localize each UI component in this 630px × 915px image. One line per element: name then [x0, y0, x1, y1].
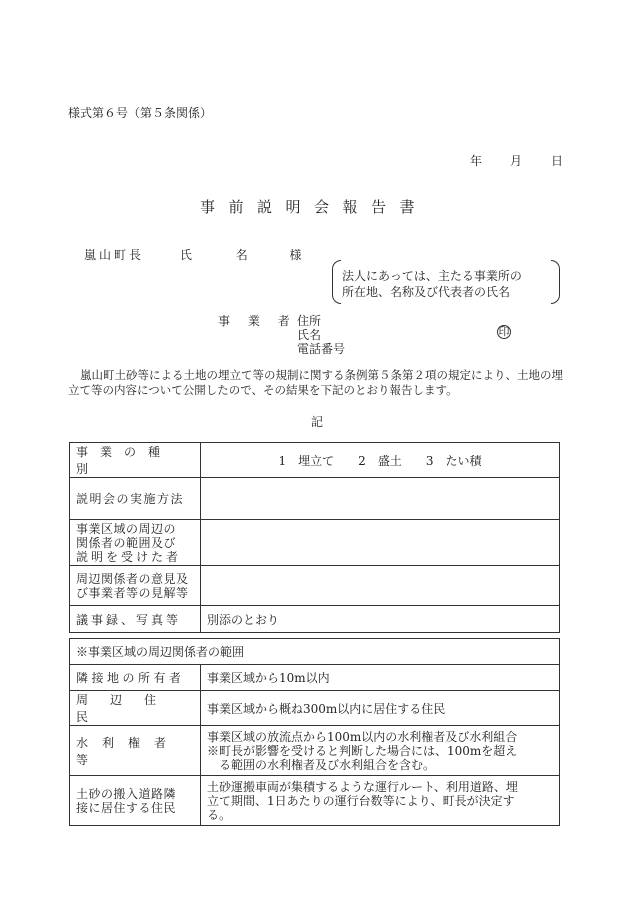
opinion-label-line: び事業者等の見解等 [76, 585, 189, 600]
ki-heading: 記 [311, 415, 324, 429]
bracket-right [551, 260, 560, 304]
corporate-note-line: 所在地、名称及び代表者の氏名 [342, 285, 511, 299]
method-value[interactable] [201, 478, 560, 520]
addressee [84, 246, 302, 263]
type-of-business-label: 事業の種別 [76, 445, 173, 476]
date-month: 月 [510, 154, 523, 168]
scope-table [69, 638, 560, 826]
haul-road-line: 土砂運搬車両が集積するような運行ルート、利用道路、埋 [207, 779, 518, 794]
haul-road-value [201, 776, 560, 826]
bracket-left [332, 260, 341, 304]
adjacent-owner-label: 隣接地の所有者 [70, 665, 201, 691]
table-row [70, 566, 560, 606]
nearby-residents-label: 周辺住民 [70, 691, 201, 726]
scope-table-header: ※事業区域の周辺関係者の範囲 [70, 639, 560, 665]
name-label: 氏名 [297, 328, 322, 342]
adjacent-owner-value: 事業区域から10m以内 [201, 665, 560, 691]
table-row [70, 520, 560, 566]
haul-road-label-line: 接に居住する住民 [76, 800, 177, 815]
row-label [70, 776, 201, 826]
scope-label-line: 説明を受けた者 [76, 549, 182, 564]
form-number: 様式第６号（第５条関係） [68, 106, 213, 120]
applicant-label-char: 事 [218, 314, 231, 328]
table-row [70, 726, 560, 776]
report-table [69, 442, 560, 633]
addressee-name-2: 名 [235, 248, 248, 262]
method-label: 説明会の実施方法 [70, 478, 201, 520]
applicant-label-char: 業 [247, 314, 260, 328]
phone-label: 電話番号 [297, 342, 346, 356]
haul-road-line: 立て期間、1日あたりの運行台数等により、町長が決定す [207, 793, 515, 808]
nearby-residents-value: 事業区域から概ね300m以内に居住する住民 [201, 691, 560, 726]
row-label [70, 443, 201, 478]
opinion-value[interactable] [201, 566, 560, 606]
body-text: 嵐山町土砂等による土地の埋立て等の規制に関する条例第５条第２項の規定により、土地の埋立て等の内容について公開したので、その結果を下記のとおり報告します。 [68, 368, 563, 397]
water-rights-line: る範囲の水利権者及び水利組合を含む。 [219, 757, 436, 772]
water-rights-value [201, 726, 560, 776]
water-rights-label: 水利権者等 [70, 726, 201, 776]
table-row [70, 639, 560, 665]
addressee-name-1: 氏 [179, 248, 192, 262]
date-year: 年 [470, 154, 483, 168]
haul-road-line: る。 [207, 807, 232, 822]
row-label [70, 520, 201, 566]
minutes-value: 別添のとおり [201, 606, 560, 633]
scope-label-line: 関係者の範囲及び [76, 535, 177, 550]
spread-label [76, 443, 194, 477]
haul-road-label-line: 土砂の搬入道路隣 [76, 786, 177, 801]
business-type-options: 1 埋立て 2 盛土 3 たい積 [201, 443, 560, 478]
table-row [70, 443, 560, 478]
minutes-label: 議事録、写真等 [70, 606, 201, 633]
opinion-label-line: 周辺関係者の意見及 [76, 571, 189, 586]
row-label [70, 566, 201, 606]
scope-value[interactable] [201, 520, 560, 566]
address-label: 住所 [297, 314, 322, 328]
table-row [70, 606, 560, 633]
water-rights-line: 事業区域の放流点から100m以内の水利権者及び水利組合 [207, 729, 518, 744]
table-row [70, 478, 560, 520]
applicant-label [218, 312, 304, 329]
table-row [70, 665, 560, 691]
date-day: 日 [551, 154, 564, 168]
addressee-office: 嵐山町長 [84, 248, 145, 262]
addressee-honorific: 様 [289, 248, 302, 262]
applicant-label-char: 者 [277, 314, 290, 328]
seal-mark: 印 [498, 325, 510, 338]
scope-label-line: 事業区域の周辺の [76, 521, 177, 536]
table-row [70, 691, 560, 726]
document-title: 事前説明会報告書 [200, 198, 429, 216]
corporate-note [332, 260, 544, 304]
corporate-note-line: 法人にあっては、主たる事業所の [342, 269, 522, 283]
table-row [70, 776, 560, 826]
water-rights-line: ※町長が影響を受けると判断した場合には、100mを超え [207, 743, 518, 758]
